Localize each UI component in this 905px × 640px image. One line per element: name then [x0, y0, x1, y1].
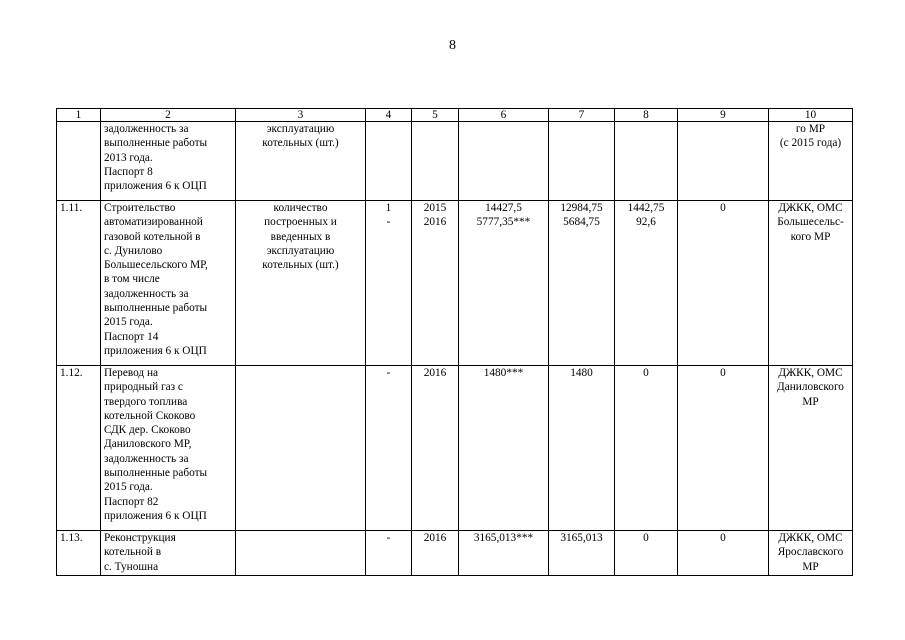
page-number: 8 [449, 38, 456, 53]
cell-text-line: МР [802, 395, 819, 408]
cell-text-line: котельной Скоково [104, 409, 196, 422]
funding-source-2-cell [615, 366, 678, 531]
header-row [57, 109, 853, 122]
cell-text-line: - [386, 216, 391, 229]
column-header: 3 [236, 109, 366, 122]
cell-text-line: го МР [795, 123, 826, 135]
responsible-cell [769, 122, 853, 201]
total-funding-cell [459, 366, 549, 531]
row-number-cell [57, 531, 101, 576]
event-name-cell [101, 366, 236, 531]
cell-text-line: СДК дер. Скоково [104, 424, 191, 437]
cell-text-line: 2016 [423, 367, 447, 379]
cell-text-line: задолженность за [104, 452, 189, 465]
program-table [56, 108, 853, 576]
cell-text-line: 14427,5 [485, 202, 522, 214]
cell-text-line: Строительство [104, 202, 176, 214]
cell-text-line: приложения 6 к ОЦП [104, 509, 207, 522]
cell-text-line: природный газ с [104, 381, 183, 394]
cell-text-line: 1.11. [60, 202, 83, 214]
cell-text-line: ДЖКК, ОМС [778, 532, 843, 544]
row-number-cell [57, 201, 101, 366]
cell-text-line: в том числе [104, 273, 160, 286]
cell-text-line: 1442,75 [627, 202, 665, 214]
event-name-cell [101, 531, 236, 576]
cell-text-line: Перевод на [104, 367, 159, 379]
table-row [57, 531, 853, 576]
cell-text-line: задолженность за [104, 287, 189, 300]
column-header: 5 [412, 109, 459, 122]
event-name-cell [101, 201, 236, 366]
funding-source-3-cell [678, 531, 769, 576]
total-funding-cell [459, 122, 549, 201]
cell-text-line: Паспорт 14 [104, 330, 159, 343]
column-header: 4 [366, 109, 412, 122]
column-header: 8 [615, 109, 678, 122]
cell-text-line: Большесельского МР, [104, 259, 208, 272]
cell-text-line: 2015 года. [104, 481, 153, 494]
column-header: 10 [769, 109, 853, 122]
cell-text-line: приложения 6 к ОЦП [104, 180, 207, 193]
cell-text-line: МР [802, 560, 819, 573]
cell-text-line: эксплуатацию [266, 244, 335, 257]
funding-source-1-cell [549, 201, 615, 366]
cell-text-line: Ярославского [777, 546, 844, 559]
cell-text-line: 1.13. [60, 532, 83, 544]
cell-text-line: построенных и [264, 216, 337, 229]
cell-text-line: 1480*** [483, 367, 524, 379]
cell-text-line: 0 [720, 532, 726, 544]
cell-text-line: 0 [643, 532, 649, 544]
table-row [57, 366, 853, 531]
cell-text-line: котельной в [104, 546, 162, 559]
column-header: 9 [678, 109, 769, 122]
cell-text-line: выполненные работы [104, 137, 208, 150]
funding-source-3-cell [678, 366, 769, 531]
funding-source-2-cell [615, 201, 678, 366]
year-cell [412, 366, 459, 531]
cell-text-line: - [386, 367, 391, 379]
cell-text-line: 3165,013 [560, 532, 603, 544]
year-cell [412, 201, 459, 366]
funding-source-3-cell [678, 122, 769, 201]
indicator-value-cell [366, 201, 412, 366]
indicator-value-cell [366, 531, 412, 576]
funding-source-1-cell [549, 122, 615, 201]
cell-text-line: 0 [643, 367, 649, 379]
cell-text-line: выполненные работы [104, 467, 208, 480]
column-header: 7 [549, 109, 615, 122]
funding-source-1-cell [549, 531, 615, 576]
cell-text-line: котельных (шт.) [262, 137, 339, 150]
cell-text-line: газовой котельной в [104, 230, 201, 243]
cell-text-line: Большесельс- [777, 216, 844, 229]
indicator-cell [236, 366, 366, 531]
indicator-cell [236, 201, 366, 366]
funding-source-2-cell [615, 122, 678, 201]
cell-text-line: 2013 года. [104, 151, 153, 164]
cell-text-line: Паспорт 8 [104, 165, 153, 178]
cell-text-line: 0 [720, 202, 726, 214]
cell-text-line: 1480 [570, 367, 593, 379]
responsible-cell [769, 366, 853, 531]
column-header: 6 [459, 109, 549, 122]
responsible-cell [769, 531, 853, 576]
funding-source-1-cell [549, 366, 615, 531]
cell-text-line: Даниловского МР, [104, 438, 192, 451]
cell-text-line: выполненные работы [104, 302, 208, 315]
cell-text-line: (с 2015 года) [779, 137, 842, 150]
cell-text-line: 2015 года. [104, 316, 153, 329]
total-funding-cell [459, 531, 549, 576]
cell-text-line: 3165,013*** [473, 532, 534, 544]
funding-source-3-cell [678, 201, 769, 366]
row-number-cell [57, 366, 101, 531]
cell-text-line: 5777,35*** [476, 216, 531, 229]
cell-text-line: введенных в [270, 230, 331, 243]
row-number-cell [57, 122, 101, 201]
cell-text-line: 2015 [423, 202, 447, 214]
cell-text-line: 5684,75 [563, 216, 600, 229]
indicator-cell [236, 122, 366, 201]
cell-text-line: с. Туношна [104, 560, 159, 573]
cell-text-line: с. Дунилово [104, 244, 163, 257]
cell-text-line: ДЖКК, ОМС [778, 202, 843, 214]
column-header: 2 [101, 109, 236, 122]
total-funding-cell [459, 201, 549, 366]
year-cell [412, 531, 459, 576]
year-cell [412, 122, 459, 201]
column-header: 1 [57, 109, 101, 122]
cell-text-line: 1.12. [60, 367, 83, 379]
funding-source-2-cell [615, 531, 678, 576]
table-row [57, 122, 853, 201]
cell-text-line: эксплуатацию [266, 123, 335, 135]
cell-text-line: ДЖКК, ОМС [778, 367, 843, 379]
cell-text-line: автоматизированной [104, 216, 203, 229]
cell-text-line: твердого топлива [104, 395, 188, 408]
cell-text-line: 12984,75 [560, 202, 603, 214]
event-name-cell [101, 122, 236, 201]
cell-text-line: 0 [720, 367, 726, 379]
cell-text-line: 2016 [423, 216, 447, 229]
cell-text-line: приложения 6 к ОЦП [104, 344, 207, 357]
table-row [57, 201, 853, 366]
cell-text-line: количество [273, 202, 328, 214]
cell-text-line: задолженность за [104, 123, 189, 135]
cell-text-line: 2016 [423, 532, 447, 544]
cell-text-line: котельных (шт.) [262, 259, 339, 272]
cell-text-line: 92,6 [636, 216, 656, 229]
cell-text-line: кого МР [790, 230, 831, 243]
responsible-cell [769, 201, 853, 366]
cell-text-line: - [386, 532, 391, 544]
cell-text-line: 1 [385, 202, 392, 214]
cell-text-line: Реконструкция [104, 532, 176, 544]
indicator-cell [236, 531, 366, 576]
indicator-value-cell [366, 122, 412, 201]
indicator-value-cell [366, 366, 412, 531]
cell-text-line: Даниловского [777, 381, 844, 394]
cell-text-line: Паспорт 82 [104, 495, 159, 508]
